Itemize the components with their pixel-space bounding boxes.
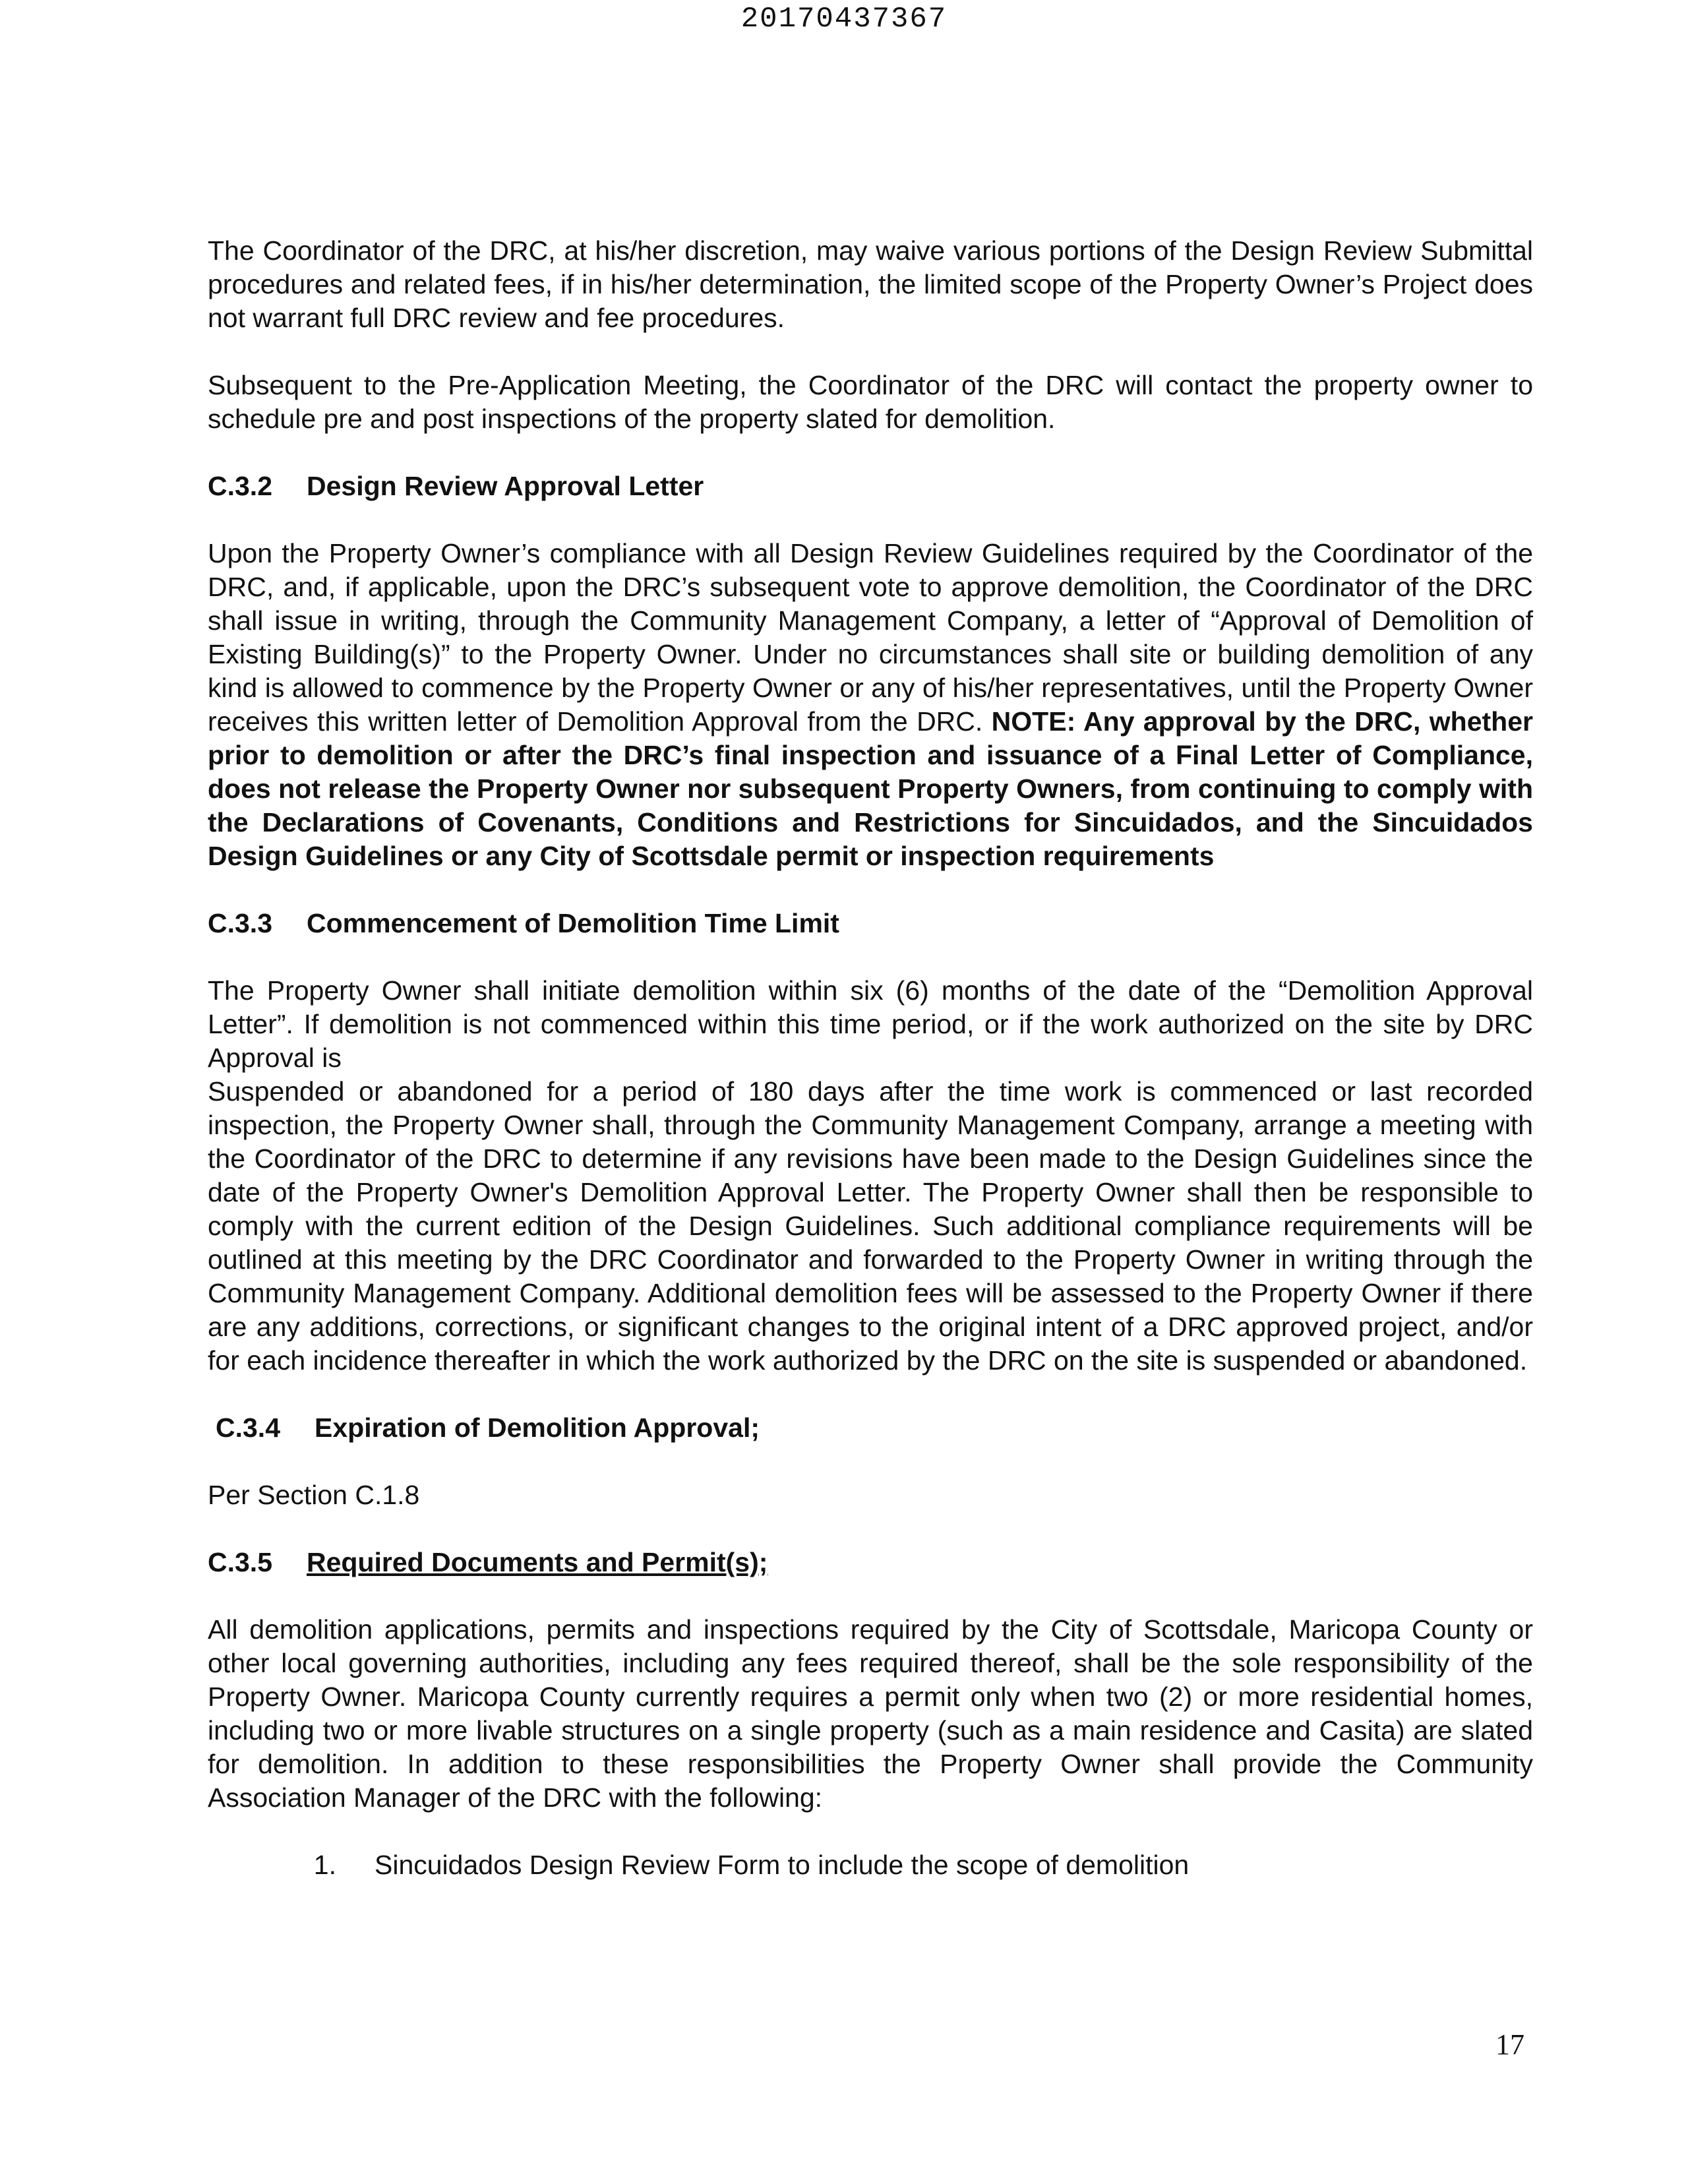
paragraph-waive-procedures: The Coordinator of the DRC, at his/her discretion, may waive various portions of the Design Review Submittal procedures and related fees, if in his/her determination, the limited scope of the Property Owner’s Project does not warrant full DRC review and fee procedures. bbox=[208, 235, 1533, 333]
document-number: 20170437367 bbox=[740, 3, 948, 36]
paragraph-inspections: Subsequent to the Pre-Application Meeting, the Coordinator of the DRC will contact the property owner to schedule pre and post inspections of the property slated for demolition. bbox=[208, 370, 1533, 434]
paragraph-required-documents: All demolition applications, permits and inspections required by the City of Scottsdale, Maricopa County or other local governing authorities, including any fees required thereof, shall be the sole responsibility of the Property Owner. Maricopa County currently requires a permit only when two (2) or more residential homes, including two or more livable structures on a single property (such as a main residence and Casita) are slated for demolition. In addition to these responsibilities the Property Owner shall provide the Community Association Manager of the DRC with the following: bbox=[208, 1614, 1533, 1813]
section-title: Expiration of Demolition Approval; bbox=[315, 1412, 760, 1443]
paragraph-expiration: Per Section C.1.8 bbox=[208, 1480, 420, 1510]
page-number: 17 bbox=[1495, 2028, 1524, 2061]
section-title: Required Documents and Permit(s); bbox=[307, 1547, 768, 1577]
list-item-text: Sincuidados Design Review Form to include the scope of demolition bbox=[375, 1850, 1190, 1880]
section-number: C.3.3 bbox=[208, 908, 272, 938]
paragraph-approval-letter bbox=[208, 537, 1533, 873]
section-number: C.3.5 bbox=[208, 1547, 272, 1577]
heading-c34 bbox=[208, 1411, 1533, 1445]
list-item-number: 1. bbox=[313, 1850, 336, 1880]
paragraph-time-limit-1: The Property Owner shall initiate demolition within six (6) months of the date of the “Demolition Approval Letter”. If demolition is not commenced within this time period, or if the work authorized on the site by DRC Approval is bbox=[208, 975, 1533, 1073]
document-body bbox=[208, 234, 1533, 1882]
section-number: C.3.4 bbox=[216, 1412, 280, 1443]
heading-c32 bbox=[208, 470, 1533, 503]
section-title: Commencement of Demolition Time Limit bbox=[307, 908, 839, 938]
list-item bbox=[208, 1848, 1533, 1882]
required-documents-list bbox=[208, 1848, 1533, 1882]
section-number: C.3.2 bbox=[208, 471, 272, 501]
approval-note: NOTE: Any approval by the DRC, whether prior to demolition or after the DRC’s final inspection and issuance of a Final Letter of Compliance, does not release the Property Owner nor subsequent Property Owners, from continuing to comply with the Declarations of Covenants, Conditions and Restrictions for Sincuidados, and the Sincuidados Design Guidelines or any City of Scottsdale permit or inspection requirements bbox=[208, 706, 1533, 871]
heading-c35 bbox=[208, 1546, 1533, 1579]
section-title: Design Review Approval Letter bbox=[307, 471, 704, 501]
paragraph-time-limit-2: Suspended or abandoned for a period of 180 days after the time work is commenced or last recorded inspection, the Property Owner shall, through the Community Management Company, arrange a meeting with the Coordinator of the DRC to determine if any revisions have been made to the Design Guidelines since the date of the Property Owner's Demolition Approval Letter. The Property Owner shall then be responsible to comply with the current edition of the Design Guidelines. Such additional compliance requirements will be outlined at this meeting by the DRC Coordinator and forwarded to the Property Owner in writing through the Community Management Company. Additional demolition fees will be assessed to the Property Owner if there are any additions, corrections, or significant changes to the original intent of a DRC approved project, and/or for each incidence thereafter in which the work authorized by the DRC on the site is suspended or abandoned. bbox=[208, 1076, 1533, 1376]
approval-letter-body: Upon the Property Owner’s compliance with all Design Review Guidelines required by the Coordinator of the DRC, and, if applicable, upon the DRC’s subsequent vote to approve demolition, the Coordinator of the DRC shall issue in writing, through the Community Management Company, a letter of “Approval of Demolition of Existing Building(s)” to the Property Owner. Under no circumstances shall site or building demolition of any kind is allowed to commence by the Property Owner or any of his/her representatives, until the Property Owner receives this written letter of Demolition Approval from the DRC. bbox=[208, 538, 1533, 737]
heading-c33 bbox=[208, 907, 1533, 940]
